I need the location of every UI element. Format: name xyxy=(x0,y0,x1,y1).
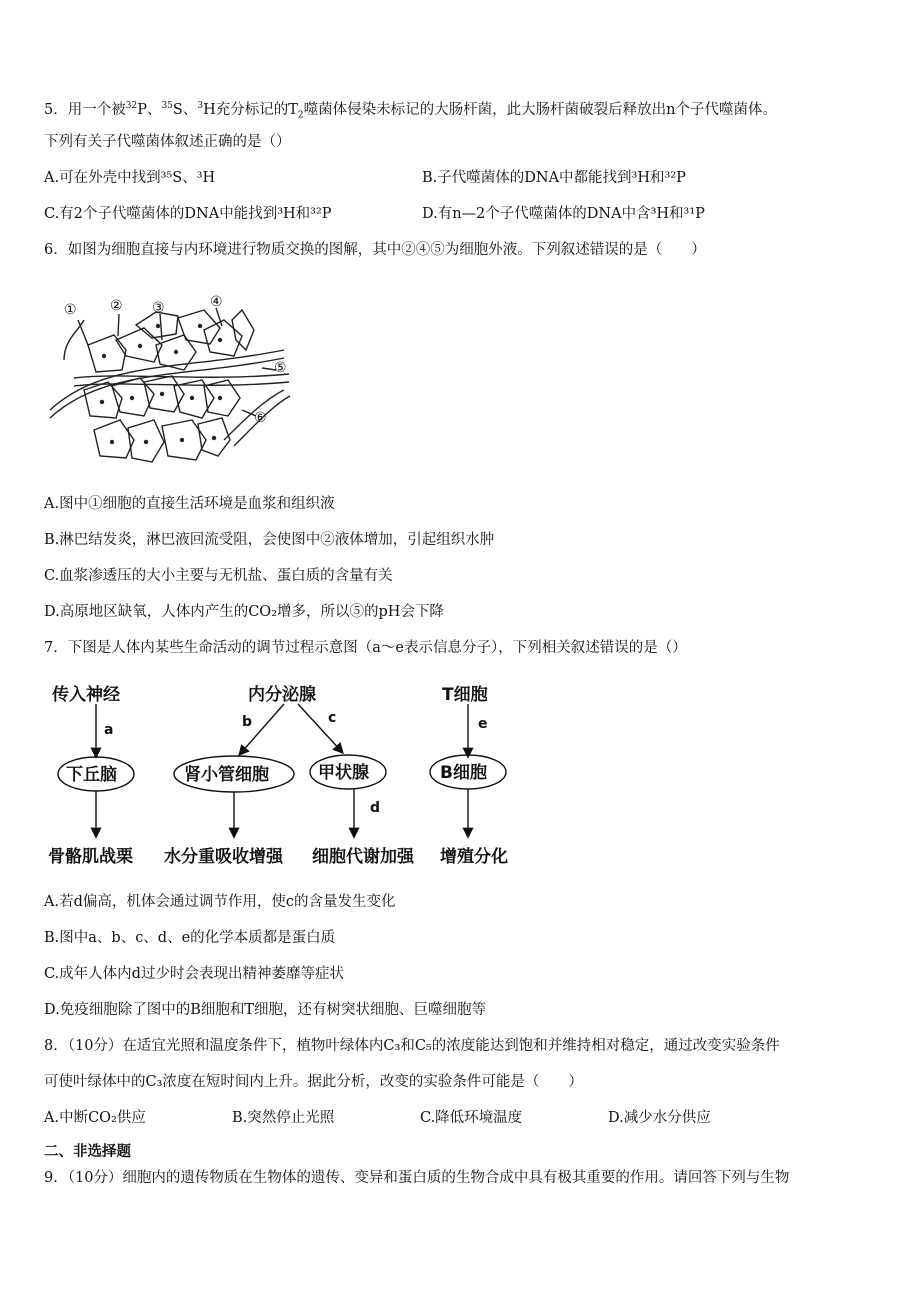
q6-option-d: D.高原地区缺氧，人体内产生的CO₂增多，所以⑤的pH会下降 xyxy=(44,604,444,620)
flow-proliferation: 增殖分化 xyxy=(440,847,508,867)
diagram-label-3: ③ xyxy=(152,300,165,316)
diagram-label-2: ② xyxy=(110,298,123,314)
flow-renal-tubule: 肾小管细胞 xyxy=(184,765,269,785)
q5-option-d: D.有n—2个子代噬菌体的DNA中含³H和³¹P xyxy=(422,206,705,222)
flow-afferent-nerve: 传入神经 xyxy=(52,685,120,705)
diagram-label-6: ⑥ xyxy=(254,410,267,426)
flow-signal-e: e xyxy=(478,716,488,732)
q8-option-d: D.减少水分供应 xyxy=(608,1110,711,1126)
flow-thyroid: 甲状腺 xyxy=(318,763,369,783)
flow-metabolism: 细胞代谢加强 xyxy=(312,847,414,867)
diagram-label-1: ① xyxy=(64,302,77,318)
flow-signal-d: d xyxy=(370,800,381,816)
q7-option-a: A.若d偏高，机体会通过调节作用，使c的含量发生变化 xyxy=(44,894,396,910)
q6-option-b: B.淋巴结发炎，淋巴液回流受阻，会使图中②液体增加，引起组织水肿 xyxy=(44,532,495,548)
cell-exchange-diagram xyxy=(44,290,304,480)
regulation-flow-diagram xyxy=(44,676,544,876)
flow-shivering: 骨骼肌战栗 xyxy=(48,847,133,867)
flow-b-cell: B细胞 xyxy=(440,763,487,783)
q5-stem-line2: 下列有关子代噬菌体叙述正确的是（） xyxy=(44,134,291,150)
q5-option-b: B.子代噬菌体的DNA中都能找到³H和³²P xyxy=(422,170,686,186)
q8-option-c: C.降低环境温度 xyxy=(420,1110,523,1126)
flow-signal-a: a xyxy=(104,722,114,738)
flow-water-reabsorption: 水分重吸收增强 xyxy=(164,847,283,867)
q7-option-c: C.成年人体内d过少时会表现出精神萎靡等症状 xyxy=(44,966,344,982)
section-heading: 二、非选择题 xyxy=(44,1144,131,1160)
q5-option-a: A.可在外壳中找到³⁵S、³H xyxy=(44,170,216,186)
q8-option-b: B.突然停止光照 xyxy=(232,1110,335,1126)
q5-stem-line1: 5．用一个被$^{32}$P、$^{35}$S、$^3$H充分标记的$T_2$噬菌体侵染未标记的大肠杆菌，此大肠杆菌破裂后释放出n个子代噬菌体。 xyxy=(44,101,777,121)
q6-stem: 6．如图为细胞直接与内环境进行物质交换的图解，其中②④⑤为细胞外液。下列叙述错误的是（ ） xyxy=(44,242,706,258)
q5-option-c: C.有2个子代噬菌体的DNA中能找到³H和³²P xyxy=(44,206,332,222)
flow-t-cell: T细胞 xyxy=(442,685,488,705)
flow-hypothalamus: 下丘脑 xyxy=(66,765,117,785)
diagram-label-4: ④ xyxy=(210,294,223,310)
flow-signal-c: c xyxy=(328,710,337,726)
q6-option-c: C.血浆渗透压的大小主要与无机盐、蛋白质的含量有关 xyxy=(44,568,393,584)
diagram-label-5: ⑤ xyxy=(274,360,287,376)
q8-option-a: A.中断CO₂供应 xyxy=(44,1110,146,1126)
flow-signal-b: b xyxy=(242,714,253,730)
q7-option-d: D.免疫细胞除了图中的B细胞和T细胞，还有树突状细胞、巨噬细胞等 xyxy=(44,1002,487,1018)
q7-option-b: B.图中a、b、c、d、e的化学本质都是蛋白质 xyxy=(44,930,336,946)
flow-endocrine-gland: 内分泌腺 xyxy=(248,685,316,705)
q8-stem-line1: 8．（10分）在适宜光照和温度条件下，植物叶绿体内C₃和C₅的浓度能达到饱和并维持相对稳定，通过改变实验条件 xyxy=(44,1038,780,1054)
q6-option-a: A.图中①细胞的直接生活环境是血浆和组织液 xyxy=(44,496,335,512)
q9-stem: 9．（10分）细胞内的遗传物质在生物体的遗传、变异和蛋白质的生物合成中具有极其重要的作用。请回答下列与生物 xyxy=(44,1170,790,1186)
q7-stem: 7．下图是人体内某些生命活动的调节过程示意图（a～e表示信息分子），下列相关叙述错误的是（） xyxy=(44,640,687,656)
q8-stem-line2: 可使叶绿体中的C₃浓度在短时间内上升。据此分析，改变的实验条件可能是（ ） xyxy=(44,1074,583,1090)
